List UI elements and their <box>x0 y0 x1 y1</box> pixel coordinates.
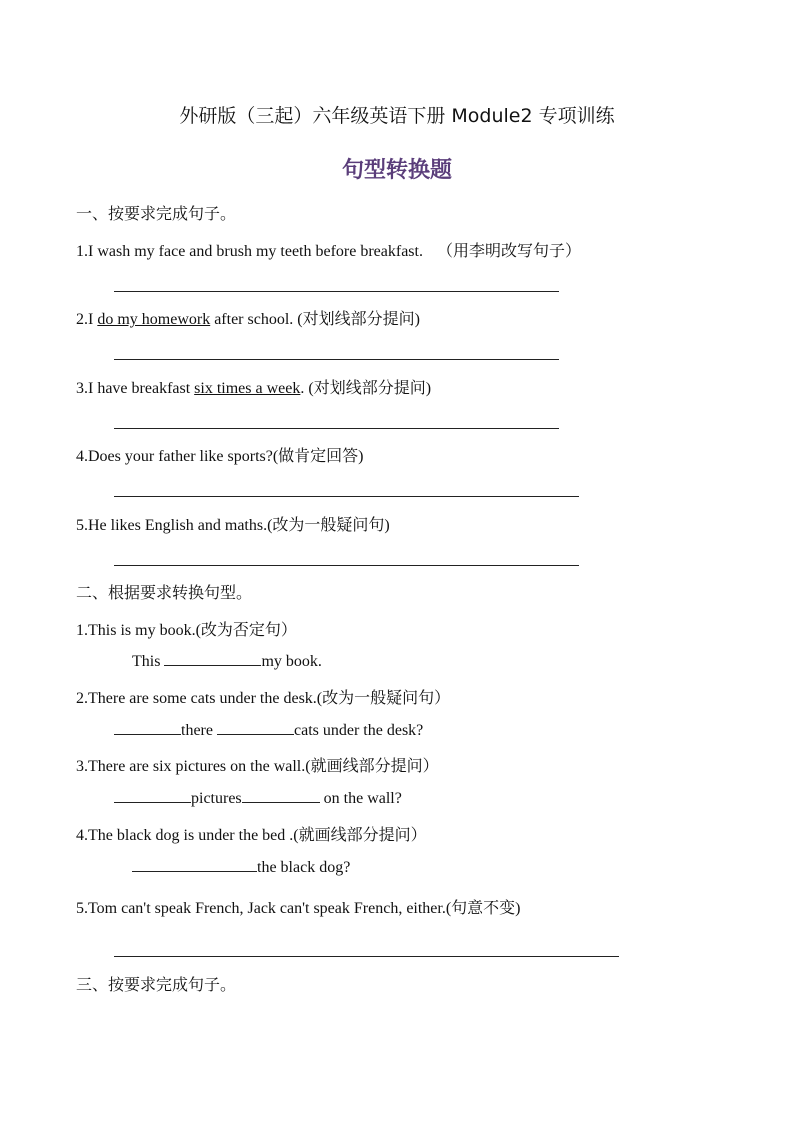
s2-q2-answer-post: cats under the desk? <box>293 722 424 739</box>
s1-q2-pre: 2.I <box>76 311 98 328</box>
s2-question-3: 3.There are six pictures on the wall.(就画线部分提问） <box>76 758 439 775</box>
s2-q5-answer-line[interactable] <box>114 956 619 957</box>
s2-question-4: 4.The black dog is under the bed .(就画线部分提问） <box>76 827 427 844</box>
s1-question-5: 5.He likes English and maths.(改为一般疑问句) <box>76 517 390 534</box>
s1-q1-answer-line[interactable] <box>114 291 559 292</box>
s1-q5-answer-line[interactable] <box>114 565 579 566</box>
s2-question-5: 5.Tom can't speak French, Jack can't speak French, either.(句意不变) <box>76 900 521 917</box>
s2-q4-answer <box>132 857 350 877</box>
s1-question-3 <box>76 375 431 398</box>
s2-q2-blank-1[interactable] <box>114 720 181 735</box>
section-subtitle: 句型转换题 <box>341 158 452 183</box>
s1-q4-answer-line[interactable] <box>114 496 579 497</box>
s2-q1-answer <box>132 651 322 671</box>
s2-q3-blank-1[interactable] <box>114 788 191 803</box>
s1-q1-instruction: （用李明改写句子） <box>436 241 581 260</box>
s1-q3-answer-line[interactable] <box>114 428 559 429</box>
s1-q3-underlined: six times a week <box>194 380 301 397</box>
s2-q4-answer-post: the black dog? <box>257 859 351 876</box>
section-1-heading: 一、按要求完成句子。 <box>76 204 237 223</box>
s1-q1-text: 1.I wash my face and brush my teeth before breakfast. <box>76 243 423 260</box>
s2-q1-blank[interactable] <box>164 651 261 666</box>
s1-q3-pre: 3.I have breakfast <box>76 380 195 397</box>
s2-q3-blank-2[interactable] <box>242 788 320 803</box>
s1-q3-post: . (对划线部分提问) <box>300 380 432 397</box>
s2-question-1: 1.This is my book.(改为否定句） <box>76 622 297 639</box>
s1-question-1 <box>76 238 581 261</box>
s1-question-2 <box>76 306 420 329</box>
s2-q2-blank-2[interactable] <box>217 720 294 735</box>
s2-q4-blank[interactable] <box>132 857 257 872</box>
s2-q1-answer-pre: This <box>132 653 165 670</box>
s2-q3-answer <box>114 788 402 808</box>
page-title: 外研版（三起）六年级英语下册 Module2 专项训练 <box>179 105 615 127</box>
s2-q3-answer-mid: pictures <box>191 790 242 807</box>
s1-q2-answer-line[interactable] <box>114 359 559 360</box>
s1-q2-post: after school. (对划线部分提问) <box>210 311 420 328</box>
s2-q3-answer-post: on the wall? <box>319 790 402 807</box>
s2-q2-answer-mid: there <box>181 722 217 739</box>
s2-question-2: 2.There are some cats under the desk.(改为一般疑问句） <box>76 690 451 707</box>
s2-q2-answer <box>114 720 423 740</box>
s1-question-4: 4.Does your father like sports?(做肯定回答) <box>76 448 364 465</box>
section-2-heading: 二、根据要求转换句型。 <box>76 583 253 602</box>
s2-q1-answer-post: my book. <box>261 653 322 670</box>
section-3-heading: 三、按要求完成句子。 <box>76 975 237 994</box>
s1-q2-underlined: do my homework <box>97 311 211 328</box>
